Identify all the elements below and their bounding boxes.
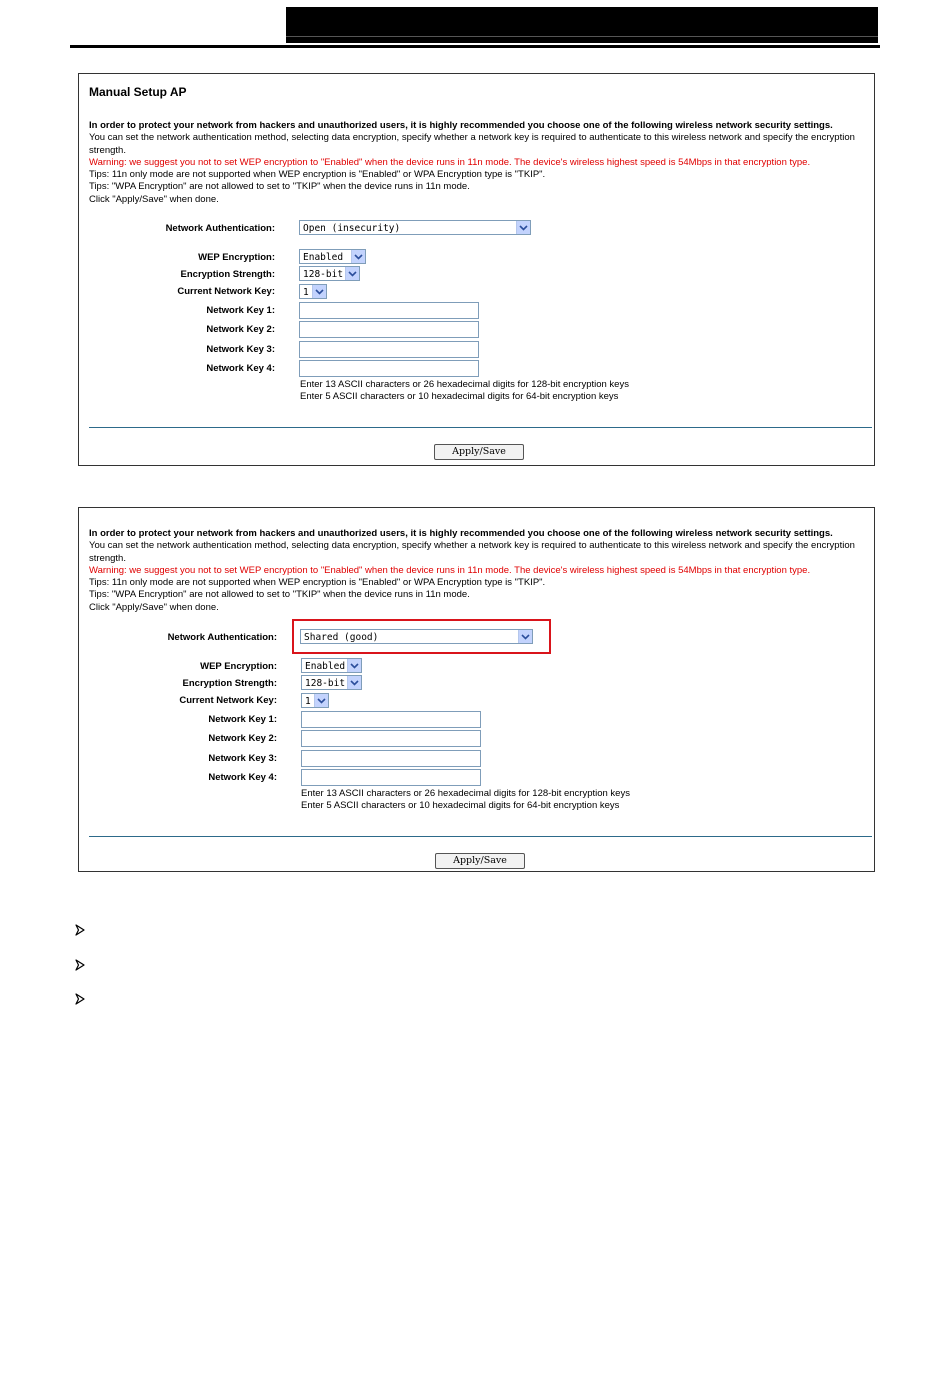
- network-key-3-input[interactable]: [299, 341, 479, 358]
- warning-text: Warning: we suggest you not to set WEP encryption to "Enabled" when the device runs in 11n mode. The device's wireless highest speed is 54Mbps in that encryption type.: [89, 564, 811, 576]
- network-key-2-input[interactable]: [301, 730, 481, 747]
- warning-text: Warning: we suggest you not to set WEP encryption to "Enabled" when the device runs in 11n mode. The device's wireless highest speed is 54Mbps in that encryption type.: [89, 156, 811, 168]
- wep-select-value: Enabled: [303, 252, 344, 263]
- wep-select[interactable]: [299, 249, 366, 264]
- panel-divider: [89, 427, 872, 428]
- chevron-down-icon: [314, 694, 328, 707]
- panel-divider: [89, 836, 872, 837]
- key1-label: Network Key 1:: [208, 714, 277, 725]
- chevron-down-icon: [516, 221, 530, 234]
- current-key-select-value: 1: [303, 287, 309, 298]
- current-key-select-value: 1: [305, 696, 311, 707]
- network-key-2-input[interactable]: [299, 321, 479, 338]
- network-key-4-input[interactable]: [301, 769, 481, 786]
- hint-64bit: Enter 5 ASCII characters or 10 hexadecimal digits for 64-bit encryption keys: [301, 800, 620, 811]
- apply-save-button[interactable]: Apply/Save: [435, 853, 525, 869]
- strength-label: Encryption Strength:: [180, 269, 275, 280]
- hint-128bit: Enter 13 ASCII characters or 26 hexadecimal digits for 128-bit encryption keys: [301, 788, 630, 799]
- current-key-select[interactable]: [299, 284, 327, 299]
- arrow-bullet-icon: [74, 993, 86, 1005]
- intro-text: [89, 120, 864, 206]
- wep-select[interactable]: [301, 658, 362, 673]
- page-header-bar: [286, 7, 878, 43]
- apply-save-button[interactable]: Apply/Save: [434, 444, 524, 460]
- chevron-down-icon: [312, 285, 326, 298]
- wep-select-value: Enabled: [305, 661, 346, 672]
- key4-label: Network Key 4:: [208, 772, 277, 783]
- chevron-down-icon: [345, 267, 359, 280]
- tip-2: Tips: "WPA Encryption" are not allowed to set to "TKIP" when the device runs in 11n mode.: [89, 181, 470, 193]
- strength-select[interactable]: [301, 675, 362, 690]
- screenshot-panel-open: [78, 73, 875, 466]
- arrow-bullet-icon: [74, 959, 86, 971]
- auth-select[interactable]: [299, 220, 531, 235]
- strength-label: Encryption Strength:: [182, 678, 277, 689]
- auth-select-value: Shared (good): [304, 632, 379, 643]
- intro-line-1: In order to protect your network from hackers and unauthorized users, it is highly recommended you choose one of the following wireless network security settings.: [89, 528, 833, 539]
- key1-label: Network Key 1:: [206, 305, 275, 316]
- arrow-bullet-icon: [74, 924, 86, 936]
- strength-select-value: 128-bit: [303, 269, 344, 280]
- key2-label: Network Key 2:: [206, 324, 275, 335]
- wep-label: WEP Encryption:: [200, 661, 277, 672]
- intro-line-2: You can set the network authentication method, selecting data encryption, specify whether a network key is required to authenticate to this wireless network and specify the encryption strength.: [89, 132, 855, 156]
- key3-label: Network Key 3:: [206, 344, 275, 355]
- tip-1: Tips: 11n only mode are not supported when WEP encryption is "Enabled" or WPA Encryption type is "TKIP".: [89, 169, 546, 181]
- tip-1: Tips: 11n only mode are not supported when WEP encryption is "Enabled" or WPA Encryption type is "TKIP".: [89, 577, 546, 589]
- screenshot-panel-shared: [78, 507, 875, 872]
- key3-label: Network Key 3:: [208, 753, 277, 764]
- intro-text: [89, 528, 864, 614]
- network-key-1-input[interactable]: [301, 711, 481, 728]
- network-key-1-input[interactable]: [299, 302, 479, 319]
- hint-64bit: Enter 5 ASCII characters or 10 hexadecimal digits for 64-bit encryption keys: [300, 391, 619, 402]
- chevron-down-icon: [347, 676, 361, 689]
- header-rule: [70, 45, 880, 48]
- strength-select-value: 128-bit: [305, 678, 346, 689]
- strength-select[interactable]: [299, 266, 360, 281]
- intro-line-1: In order to protect your network from hackers and unauthorized users, it is highly recommended you choose one of the following wireless network security settings.: [89, 120, 833, 131]
- done-text: Click "Apply/Save" when done.: [89, 601, 219, 613]
- network-key-3-input[interactable]: [301, 750, 481, 767]
- tip-2: Tips: "WPA Encryption" are not allowed to set to "TKIP" when the device runs in 11n mode.: [89, 589, 470, 601]
- auth-label: Network Authentication:: [165, 223, 275, 234]
- panel-title: Manual Setup AP: [89, 85, 187, 99]
- key2-label: Network Key 2:: [208, 733, 277, 744]
- key4-label: Network Key 4:: [206, 363, 275, 374]
- done-text: Click "Apply/Save" when done.: [89, 193, 219, 205]
- hint-128bit: Enter 13 ASCII characters or 26 hexadecimal digits for 128-bit encryption keys: [300, 379, 629, 390]
- chevron-down-icon: [518, 630, 532, 643]
- chevron-down-icon: [351, 250, 365, 263]
- current-key-select[interactable]: [301, 693, 329, 708]
- current-key-label: Current Network Key:: [179, 695, 277, 706]
- network-key-4-input[interactable]: [299, 360, 479, 377]
- auth-label: Network Authentication:: [167, 632, 277, 643]
- chevron-down-icon: [347, 659, 361, 672]
- wep-label: WEP Encryption:: [198, 252, 275, 263]
- auth-select-value: Open (insecurity): [303, 223, 401, 234]
- auth-select[interactable]: [300, 629, 533, 644]
- intro-line-2: You can set the network authentication method, selecting data encryption, specify whether a network key is required to authenticate to this wireless network and specify the encryption strength.: [89, 540, 855, 564]
- current-key-label: Current Network Key:: [177, 286, 275, 297]
